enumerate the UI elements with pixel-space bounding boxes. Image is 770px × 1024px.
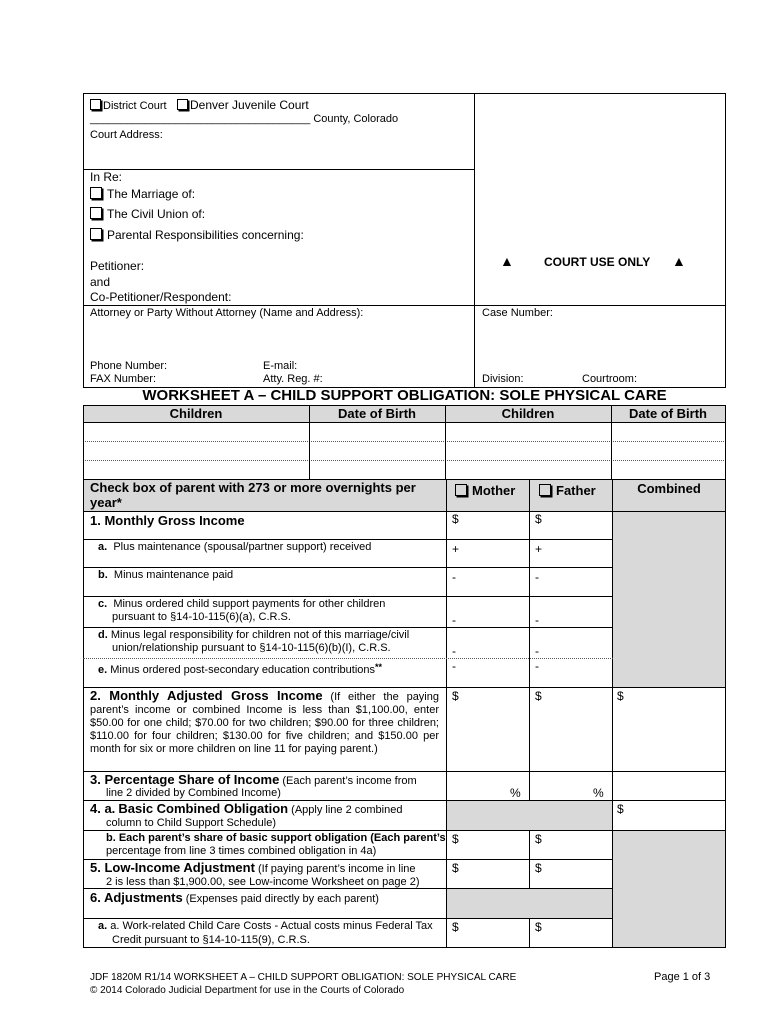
line-5-label-b: 2 is less than $1,900.00, see Low-income Worksheet on page 2) <box>106 876 420 888</box>
line-2-label: 2. Monthly Adjusted Gross Income (If either the paying parent’s income or combined Income is less than $1,100.00, enter $50.00 for one child; $70.00 for two children; $90.00 for three children; $110.00 for four children; $130.00 for five children; and $150.00 per month for six or more children on line 11 for paying parent.) <box>90 688 439 755</box>
county-line[interactable]: ____________________________________ County, Colorado <box>90 113 399 125</box>
mother-dollar: $ <box>452 920 459 934</box>
child-dob-field[interactable] <box>311 423 443 440</box>
civil-union-option[interactable]: The Civil Union of: <box>90 207 205 221</box>
children-header-2: Children <box>501 406 555 421</box>
up-arrow-left-icon: ▲ <box>500 253 514 269</box>
line-6a-label-b: Credit pursuant to §14-10-115(9), C.R.S. <box>112 934 310 946</box>
line-1b-label: b. Minus maintenance paid <box>98 569 234 581</box>
father-dollar: $ <box>535 920 542 934</box>
copyright: © 2014 Colorado Judicial Department for use in the Courts of Colorado <box>90 985 405 996</box>
mother-sign: - <box>452 659 456 673</box>
mother-dollar: $ <box>452 689 459 703</box>
line-1a-label: a. Plus maintenance (spousal/partner support) received <box>98 541 372 553</box>
mother-option[interactable]: Mother <box>455 483 515 498</box>
line-1-label: 1. Monthly Gross Income <box>90 513 245 528</box>
line-1c-label-b: pursuant to §14-10-115(6)(a), C.R.S. <box>112 611 291 623</box>
and-label: and <box>90 275 111 289</box>
form-id: JDF 1820M R1/14 WORKSHEET A – CHILD SUPPORT OBLIGATION: SOLE PHYSICAL CARE <box>90 972 517 983</box>
worksheet-title: WORKSHEET A – CHILD SUPPORT OBLIGATION: SOLE PHYSICAL CARE <box>142 387 667 404</box>
child-dob-field[interactable] <box>311 442 443 459</box>
father-dollar: $ <box>535 512 542 526</box>
line-5-label-a: 5. Low-Income Adjustment (If paying parent’s income in line <box>90 860 416 875</box>
parental-responsibilities-option[interactable]: Parental Responsibilities concerning: <box>90 228 304 242</box>
court-address-label: Court Address: <box>90 129 163 141</box>
combined-header: Combined <box>637 481 701 496</box>
child-dob-field[interactable] <box>613 461 723 478</box>
denver-juvenile-court-option[interactable]: Denver Juvenile Court <box>177 98 309 112</box>
court-use-only-label: COURT USE ONLY <box>544 255 651 269</box>
page-number: Page 1 of 3 <box>654 971 711 983</box>
child-name-field[interactable] <box>85 442 307 459</box>
attorney-label: Attorney or Party Without Attorney (Name and Address): <box>90 307 364 319</box>
father-sign: - <box>535 659 539 673</box>
mother-sign: + <box>452 542 460 556</box>
mother-sign: - <box>452 570 456 584</box>
child-dob-field[interactable] <box>613 442 723 459</box>
dob-header-1: Date of Birth <box>338 406 416 421</box>
up-arrow-right-icon: ▲ <box>672 253 686 269</box>
children-header-1: Children <box>169 406 223 421</box>
email-label: E-mail: <box>263 360 298 372</box>
petitioner-label: Petitioner: <box>90 259 145 273</box>
father-option[interactable]: Father <box>539 483 596 498</box>
combined-dollar: $ <box>617 802 624 816</box>
father-sign: + <box>535 542 543 556</box>
marriage-option[interactable]: The Marriage of: <box>90 187 195 201</box>
child-dob-field[interactable] <box>613 423 723 440</box>
mother-sign: - <box>452 613 456 627</box>
denver-juvenile-court-checkbox[interactable] <box>177 99 188 110</box>
district-court-checkbox[interactable] <box>90 99 101 110</box>
child-name-field[interactable] <box>447 423 609 440</box>
dob-header-2: Date of Birth <box>629 406 707 421</box>
phone-label: Phone Number: <box>90 360 168 372</box>
father-sign: - <box>535 570 539 584</box>
line-3-label-a: 3. Percentage Share of Income (Each parent’s income from <box>90 772 417 787</box>
civil-union-checkbox[interactable] <box>90 207 102 219</box>
mother-dollar: $ <box>452 512 459 526</box>
mother-sign: - <box>452 644 456 658</box>
line-4a-label-b: column to Child Support Schedule) <box>106 817 276 829</box>
child-name-field[interactable] <box>447 442 609 459</box>
mother-dollar: $ <box>452 832 459 846</box>
father-dollar: $ <box>535 832 542 846</box>
child-name-field[interactable] <box>85 461 307 478</box>
father-percent: % <box>593 786 604 800</box>
case-number-label: Case Number: <box>482 307 553 319</box>
overnights-label: Check box of parent with 273 or more overnights per year* <box>90 480 416 510</box>
father-sign: - <box>535 644 539 658</box>
mother-checkbox[interactable] <box>455 484 467 496</box>
father-checkbox[interactable] <box>539 484 551 496</box>
line-1e-label: e. Minus ordered post-secondary education contributions** <box>98 662 383 676</box>
mother-percent: % <box>510 786 521 800</box>
line-4a-label-a: 4. a. Basic Combined Obligation (Apply line 2 combined <box>90 801 403 816</box>
line-1d-label-a: d. Minus legal responsibility for children not of this marriage/civil <box>98 629 410 641</box>
atty-reg-label: Atty. Reg. #: <box>263 373 323 385</box>
line-3-label-b: line 2 divided by Combined Income) <box>106 787 281 799</box>
line-4b-label-a: b. Each parent’s share of basic support obligation (Each parent’s <box>106 832 446 844</box>
line-6-label: 6. Adjustments (Expenses paid directly by each parent) <box>90 890 379 905</box>
fax-label: FAX Number: <box>90 373 157 385</box>
marriage-checkbox[interactable] <box>90 187 102 199</box>
combined-dollar: $ <box>617 689 624 703</box>
father-dollar: $ <box>535 689 542 703</box>
line-1d-label-b: union/relationship pursuant to §14-10-115(6)(b)(I), C.R.S. <box>112 642 391 654</box>
parental-responsibilities-checkbox[interactable] <box>90 228 102 240</box>
mother-dollar: $ <box>452 861 459 875</box>
child-name-field[interactable] <box>447 461 609 478</box>
line-4b-label-b: percentage from line 3 times combined obligation in 4a) <box>106 845 377 857</box>
child-dob-field[interactable] <box>311 461 443 478</box>
district-court-option[interactable]: District Court <box>90 98 167 113</box>
father-sign: - <box>535 613 539 627</box>
division-label: Division: <box>482 373 524 385</box>
in-re-label: In Re: <box>90 170 123 184</box>
courtroom-label: Courtroom: <box>582 373 638 385</box>
co-petitioner-label: Co-Petitioner/Respondent: <box>90 290 232 304</box>
father-dollar: $ <box>535 861 542 875</box>
child-name-field[interactable] <box>85 423 307 440</box>
line-6a-label-a: a. a. Work-related Child Care Costs - Actual costs minus Federal Tax <box>98 920 433 932</box>
line-1c-label-a: c. Minus ordered child support payments for other children <box>98 598 386 610</box>
